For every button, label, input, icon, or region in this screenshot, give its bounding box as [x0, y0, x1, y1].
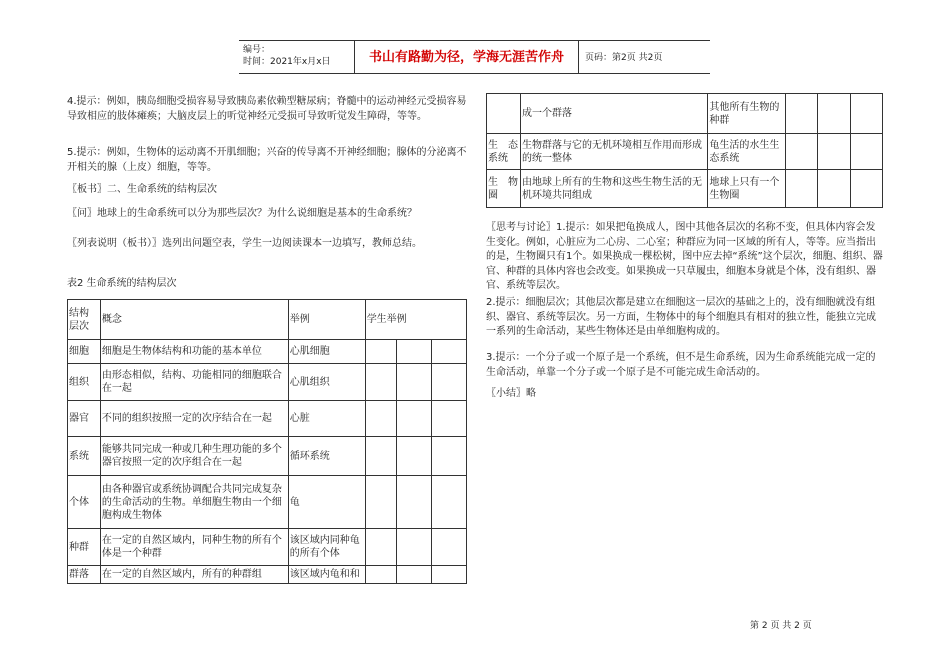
- header-meta: [239, 41, 354, 73]
- row-example: 该区域内龟和和: [288, 566, 365, 584]
- row-concept: 由地球上所有的生物和这些生物生活的无机环境共同组成: [520, 170, 707, 208]
- table-row: [68, 476, 467, 529]
- row-example: 心脏: [288, 401, 365, 437]
- structure-table-continued: [486, 93, 883, 208]
- table-row: [68, 364, 467, 401]
- page-header: [239, 40, 710, 74]
- table-row: [68, 437, 467, 476]
- blank-cell: [432, 437, 467, 476]
- think-discuss: 〖思考与讨论〗1.提示：如果把龟换成人，图中其他各层次的名称不变，但具体内容会发生变化。例如，心脏应为二心房、二心室；种群应为同一区域的所有人，等等。应当指出的是，生物圈只有1个。如果换成一棵松树，图中应去掉“系统”这个层次，细胞、组织、器官、种群的具体内容也会改变。如果换成一只草履虫，细胞本身就是个体，没有组织、器官、系统等层次。: [486, 222, 883, 291]
- page-footer: 第 2 页 共 2 页: [750, 621, 812, 631]
- blank-cell: [397, 529, 432, 566]
- blank-cell: [432, 529, 467, 566]
- table-row: [68, 566, 467, 584]
- table-row: [487, 134, 883, 170]
- summary: 〖小结〗略: [486, 388, 536, 399]
- table-title: 表2 生命系统的结构层次: [67, 278, 177, 289]
- row-level: 器官: [68, 401, 101, 437]
- blank-cell: [851, 170, 883, 208]
- row-level: [487, 94, 521, 134]
- row-level: 系统: [68, 437, 101, 476]
- board-heading: 〖板书〗二、生命系统的结构层次: [67, 184, 217, 195]
- blank-cell: [818, 94, 851, 134]
- blank-cell: [365, 566, 397, 584]
- header-example: 举例: [288, 300, 365, 340]
- hint-4: 4.提示：例如，胰岛细胞受损容易导致胰岛素依赖型糖尿病；脊髓中的运动神经元受损容易导致相应的肢体瘫痪；大脑皮层上的听觉神经元受损可导致听觉发生障碍，等等。: [67, 96, 467, 122]
- row-concept: 由各种器官或系统协调配合共同完成复杂的生命活动的生物。单细胞生物由一个细胞构成生物体: [100, 476, 288, 529]
- row-concept: 成一个群落: [520, 94, 707, 134]
- row-level: 群落: [68, 566, 101, 584]
- row-example: 地球上只有一个生物圈: [708, 170, 786, 208]
- list-note: 〖列表说明（板书）〗选列出问题空表，学生一边阅读课本一边填写，教师总结。: [67, 238, 422, 249]
- blank-cell: [786, 94, 818, 134]
- table-header-row: [68, 300, 467, 340]
- question: 〖问〗地球上的生命系统可以分为那些层次？为什么说细胞是基本的生命系统？: [67, 208, 417, 219]
- row-level: 细胞: [68, 340, 101, 364]
- header-level: 结构层次: [68, 300, 101, 340]
- row-example: 循环系统: [288, 437, 365, 476]
- blank-cell: [365, 364, 397, 401]
- hint-2: 2.提示：细胞层次；其他层次都是建立在细胞这一层次的基础之上的，没有细胞就没有组织、器官、系统等层次。另一方面，生物体中的每个细胞具有相对的独立性，能独立完成一系列的生命活动，某些生物体还是由单细胞构成的。: [486, 297, 876, 337]
- blank-cell: [397, 476, 432, 529]
- blank-cell: [365, 529, 397, 566]
- row-concept: 在一定的自然区域内，所有的种群组: [100, 566, 288, 584]
- blank-cell: [432, 364, 467, 401]
- blank-cell: [365, 401, 397, 437]
- blank-cell: [432, 401, 467, 437]
- page-label: 页码：第2页 共2页: [585, 53, 663, 63]
- row-concept: 不同的组织按照一定的次序结合在一起: [100, 401, 288, 437]
- table-row: [68, 401, 467, 437]
- motto: 书山有路勤为径，学海无涯苦作舟: [354, 41, 579, 73]
- row-example: 心肌细胞: [288, 340, 365, 364]
- header-concept: 概念: [100, 300, 288, 340]
- table-row: [487, 94, 883, 134]
- row-concept: 由形态相似，结构、功能相同的细胞联合在一起: [100, 364, 288, 401]
- hint-3: 3.提示：一个分子或一个原子是一个系统，但不是生命系统，因为生命系统能完成一定的生命活动，单靠一个分子或一个原子是不可能完成生命活动的。: [486, 352, 876, 378]
- blank-cell: [818, 170, 851, 208]
- blank-cell: [397, 437, 432, 476]
- row-concept: 细胞是生物体结构和功能的基本单位: [100, 340, 288, 364]
- blank-cell: [432, 476, 467, 529]
- blank-cell: [786, 134, 818, 170]
- hint-5: 5.提示：例如，生物体的运动离不开肌细胞；兴奋的传导离不开神经细胞；腺体的分泌离不开相关的腺（上皮）细胞，等等。: [67, 147, 467, 173]
- time-label: 时间：2021年x月x日: [243, 57, 331, 67]
- blank-cell: [432, 566, 467, 584]
- row-level: 种群: [68, 529, 101, 566]
- number-label: 编号：: [243, 45, 271, 55]
- row-example: 其他所有生物的种群: [708, 94, 786, 134]
- blank-cell: [851, 94, 883, 134]
- row-example: 该区域内同种龟的所有个体: [288, 529, 365, 566]
- row-level: 生 态系统: [487, 134, 521, 170]
- blank-cell: [397, 364, 432, 401]
- blank-cell: [851, 134, 883, 170]
- row-concept: 生物群落与它的无机环境相互作用而形成的统一整体: [520, 134, 707, 170]
- row-concept: 在一定的自然区域内，同种生物的所有个体是一个种群: [100, 529, 288, 566]
- blank-cell: [365, 437, 397, 476]
- table-row: [68, 340, 467, 364]
- blank-cell: [365, 476, 397, 529]
- blank-cell: [818, 134, 851, 170]
- row-example: 龟: [288, 476, 365, 529]
- structure-table: [67, 299, 467, 584]
- blank-cell: [397, 566, 432, 584]
- blank-cell: [432, 340, 467, 364]
- table-row: [68, 529, 467, 566]
- row-level: 个体: [68, 476, 101, 529]
- row-example: 心肌组织: [288, 364, 365, 401]
- blank-cell: [786, 170, 818, 208]
- blank-cell: [397, 340, 432, 364]
- table-row: [487, 170, 883, 208]
- row-example: 龟生活的水生生态系统: [708, 134, 786, 170]
- row-level: 组织: [68, 364, 101, 401]
- blank-cell: [397, 401, 432, 437]
- row-concept: 能够共同完成一种或几种生理功能的多个器官按照一定的次序组合在一起: [100, 437, 288, 476]
- blank-cell: [365, 340, 397, 364]
- header-student-example: 学生举例: [365, 300, 466, 340]
- row-level: 生 物圈: [487, 170, 521, 208]
